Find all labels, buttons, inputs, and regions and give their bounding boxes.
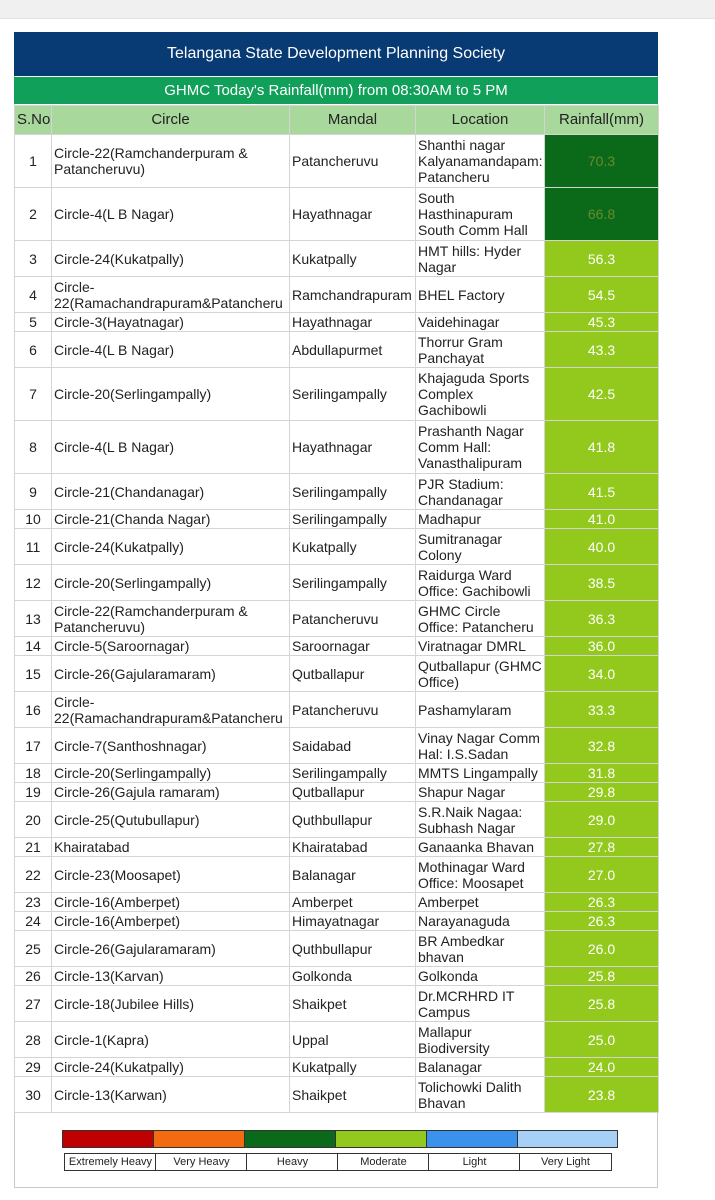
cell-sno: 23 — [15, 893, 52, 912]
cell-circle: Circle-13(Karwan) — [52, 1077, 290, 1113]
cell-rainfall: 45.3 — [545, 313, 659, 332]
cell-rainfall: 29.8 — [545, 783, 659, 802]
cell-mandal: Kukatpally — [290, 529, 416, 565]
table-row — [15, 332, 659, 368]
report-subtitle: GHMC Today's Rainfall(mm) from 08:30AM to 5 PM — [14, 77, 658, 104]
cell-circle: Circle-23(Moosapet) — [52, 857, 290, 893]
cell-rainfall: 27.8 — [545, 838, 659, 857]
cell-rainfall: 25.0 — [545, 1022, 659, 1058]
cell-rainfall: 56.3 — [545, 241, 659, 277]
cell-location: Golkonda — [416, 967, 545, 986]
cell-mandal: Patancheruvu — [290, 692, 416, 728]
legend-swatch — [426, 1130, 527, 1148]
cell-location: MMTS Lingampally — [416, 764, 545, 783]
cell-location: Thorrur Gram Panchayat — [416, 332, 545, 368]
cell-circle: Circle-20(Serlingampally) — [52, 764, 290, 783]
table-row — [15, 931, 659, 967]
cell-sno: 5 — [15, 313, 52, 332]
cell-circle: Circle-16(Amberpet) — [52, 893, 290, 912]
cell-mandal: Serilingampally — [290, 565, 416, 601]
cell-mandal: Serilingampally — [290, 474, 416, 510]
cell-mandal: Abdullapurmet — [290, 332, 416, 368]
cell-circle: Circle-5(Saroornagar) — [52, 637, 290, 656]
cell-rainfall: 26.3 — [545, 893, 659, 912]
table-row — [15, 510, 659, 529]
cell-location: Mothinagar Ward Office: Moosapet — [416, 857, 545, 893]
cell-location: HMT hills: Hyder Nagar — [416, 241, 545, 277]
cell-mandal: Amberpet — [290, 893, 416, 912]
cell-rainfall: 70.3 — [545, 135, 659, 188]
cell-sno: 8 — [15, 421, 52, 474]
cell-location: BHEL Factory — [416, 277, 545, 313]
cell-location: S.R.Naik Nagaa: Subhash Nagar — [416, 802, 545, 838]
cell-rainfall: 31.8 — [545, 764, 659, 783]
cell-mandal: Golkonda — [290, 967, 416, 986]
table-row — [15, 783, 659, 802]
cell-rainfall: 25.8 — [545, 967, 659, 986]
cell-sno: 26 — [15, 967, 52, 986]
cell-sno: 18 — [15, 764, 52, 783]
table-row — [15, 421, 659, 474]
cell-circle: Circle-7(Santhoshnagar) — [52, 728, 290, 764]
cell-circle: Circle-24(Kukatpally) — [52, 529, 290, 565]
cell-mandal: Quthbullapur — [290, 802, 416, 838]
cell-sno: 10 — [15, 510, 52, 529]
cell-rainfall: 25.8 — [545, 986, 659, 1022]
table-row — [15, 188, 659, 241]
table-header-row — [15, 106, 659, 135]
cell-mandal: Hayathnagar — [290, 421, 416, 474]
cell-rainfall: 54.5 — [545, 277, 659, 313]
cell-mandal: Kukatpally — [290, 1058, 416, 1077]
cell-rainfall: 41.8 — [545, 421, 659, 474]
table-body — [15, 135, 659, 1113]
legend-label: Moderate — [337, 1153, 430, 1171]
legend-label: Very Heavy — [155, 1153, 248, 1171]
cell-location: BR Ambedkar bhavan — [416, 931, 545, 967]
cell-sno: 19 — [15, 783, 52, 802]
cell-location: Tolichowki Dalith Bhavan — [416, 1077, 545, 1113]
cell-location: South Hasthinapuram South Comm Hall — [416, 188, 545, 241]
cell-circle: Circle-4(L B Nagar) — [52, 188, 290, 241]
table-row — [15, 656, 659, 692]
cell-mandal: Serilingampally — [290, 764, 416, 783]
cell-circle: Circle-21(Chandanagar) — [52, 474, 290, 510]
cell-sno: 17 — [15, 728, 52, 764]
cell-rainfall: 38.5 — [545, 565, 659, 601]
cell-mandal: Patancheruvu — [290, 135, 416, 188]
cell-circle: Circle-18(Jubilee Hills) — [52, 986, 290, 1022]
legend-label: Extremely Heavy — [64, 1153, 157, 1171]
cell-circle: Circle-26(Gajularamaram) — [52, 656, 290, 692]
table-row — [15, 565, 659, 601]
rainfall-legend — [62, 1130, 610, 1174]
cell-location: Amberpet — [416, 893, 545, 912]
cell-location: Vinay Nagar Comm Hal: I.S.Sadan — [416, 728, 545, 764]
table-row — [15, 692, 659, 728]
cell-circle: Circle-20(Serlingampally) — [52, 368, 290, 421]
cell-sno: 16 — [15, 692, 52, 728]
legend-label: Light — [428, 1153, 521, 1171]
legend-swatch — [517, 1130, 618, 1148]
table-row — [15, 135, 659, 188]
cell-mandal: Shaikpet — [290, 1077, 416, 1113]
cell-location: Raidurga Ward Office: Gachibowli — [416, 565, 545, 601]
cell-sno: 27 — [15, 986, 52, 1022]
cell-sno: 3 — [15, 241, 52, 277]
table-row — [15, 368, 659, 421]
cell-rainfall: 27.0 — [545, 857, 659, 893]
cell-mandal: Hayathnagar — [290, 313, 416, 332]
cell-circle: Circle-26(Gajula ramaram) — [52, 783, 290, 802]
cell-circle: Circle-22(Ramchanderpuram & Patancheruvu) — [52, 601, 290, 637]
cell-rainfall: 33.3 — [545, 692, 659, 728]
cell-mandal: Saroornagar — [290, 637, 416, 656]
cell-rainfall: 26.3 — [545, 912, 659, 931]
cell-rainfall: 23.8 — [545, 1077, 659, 1113]
cell-circle: Khairatabad — [52, 838, 290, 857]
cell-circle: Circle-22(Ramachandrapuram&Patancheru — [52, 692, 290, 728]
table-row — [15, 857, 659, 893]
top-band — [0, 0, 715, 19]
cell-rainfall: 41.5 — [545, 474, 659, 510]
cell-mandal: Ramchandrapuram — [290, 277, 416, 313]
cell-rainfall: 36.3 — [545, 601, 659, 637]
legend-label: Heavy — [246, 1153, 339, 1171]
cell-location: Narayanaguda — [416, 912, 545, 931]
rainfall-table — [14, 105, 659, 1113]
cell-sno: 20 — [15, 802, 52, 838]
legend-swatch — [153, 1130, 254, 1148]
cell-mandal: Serilingampally — [290, 368, 416, 421]
report-title: Telangana State Development Planning Society — [14, 32, 658, 76]
cell-location: Sumitranagar Colony — [416, 529, 545, 565]
cell-circle: Circle-21(Chanda Nagar) — [52, 510, 290, 529]
table-row — [15, 313, 659, 332]
cell-rainfall: 41.0 — [545, 510, 659, 529]
legend-swatch — [335, 1130, 436, 1148]
table-row — [15, 474, 659, 510]
table-row — [15, 802, 659, 838]
table-row — [15, 277, 659, 313]
table-row — [15, 764, 659, 783]
table-row — [15, 637, 659, 656]
table-row — [15, 1077, 659, 1113]
cell-sno: 13 — [15, 601, 52, 637]
table-row — [15, 912, 659, 931]
cell-sno: 12 — [15, 565, 52, 601]
cell-sno: 2 — [15, 188, 52, 241]
legend-swatch — [244, 1130, 345, 1148]
cell-location: Pashamylaram — [416, 692, 545, 728]
cell-mandal: Himayatnagar — [290, 912, 416, 931]
table-row — [15, 1058, 659, 1077]
table-row — [15, 529, 659, 565]
cell-sno: 7 — [15, 368, 52, 421]
cell-circle: Circle-4(L B Nagar) — [52, 332, 290, 368]
cell-rainfall: 36.0 — [545, 637, 659, 656]
cell-rainfall: 26.0 — [545, 931, 659, 967]
table-row — [15, 986, 659, 1022]
cell-mandal: Balanagar — [290, 857, 416, 893]
cell-location: Khajaguda Sports Complex Gachibowli — [416, 368, 545, 421]
cell-sno: 30 — [15, 1077, 52, 1113]
cell-location: Balanagar — [416, 1058, 545, 1077]
cell-circle: Circle-4(L B Nagar) — [52, 421, 290, 474]
cell-sno: 11 — [15, 529, 52, 565]
cell-rainfall: 32.8 — [545, 728, 659, 764]
cell-mandal: Uppal — [290, 1022, 416, 1058]
table-row — [15, 241, 659, 277]
cell-location: Shapur Nagar — [416, 783, 545, 802]
cell-sno: 1 — [15, 135, 52, 188]
cell-mandal: Hayathnagar — [290, 188, 416, 241]
column-header-rainfall: Rainfall(mm) — [545, 106, 659, 135]
cell-circle: Circle-22(Ramchanderpuram & Patancheruvu) — [52, 135, 290, 188]
cell-location: Madhapur — [416, 510, 545, 529]
cell-rainfall: 43.3 — [545, 332, 659, 368]
cell-location: Vaidehinagar — [416, 313, 545, 332]
cell-sno: 21 — [15, 838, 52, 857]
cell-circle: Circle-22(Ramachandrapuram&Patancheru — [52, 277, 290, 313]
cell-rainfall: 66.8 — [545, 188, 659, 241]
cell-circle: Circle-13(Karvan) — [52, 967, 290, 986]
cell-location: Shanthi nagar Kalyanamandapam: Patancheru — [416, 135, 545, 188]
cell-mandal: Khairatabad — [290, 838, 416, 857]
cell-rainfall: 24.0 — [545, 1058, 659, 1077]
cell-mandal: Patancheruvu — [290, 601, 416, 637]
cell-sno: 25 — [15, 931, 52, 967]
cell-sno: 6 — [15, 332, 52, 368]
column-header-sno: S.No — [15, 106, 52, 135]
cell-circle: Circle-3(Hayatnagar) — [52, 313, 290, 332]
cell-location: Prashanth Nagar Comm Hall: Vanasthalipuram — [416, 421, 545, 474]
cell-circle: Circle-26(Gajularamaram) — [52, 931, 290, 967]
cell-location: Viratnagar DMRL — [416, 637, 545, 656]
table-row — [15, 838, 659, 857]
cell-sno: 24 — [15, 912, 52, 931]
cell-rainfall: 42.5 — [545, 368, 659, 421]
cell-sno: 28 — [15, 1022, 52, 1058]
cell-sno: 22 — [15, 857, 52, 893]
cell-location: PJR Stadium: Chandanagar — [416, 474, 545, 510]
column-header-location: Location — [416, 106, 545, 135]
cell-location: Qutballapur (GHMC Office) — [416, 656, 545, 692]
cell-mandal: Serilingampally — [290, 510, 416, 529]
column-header-mandal: Mandal — [290, 106, 416, 135]
cell-circle: Circle-25(Qutubullapur) — [52, 802, 290, 838]
cell-location: Ganaanka Bhavan — [416, 838, 545, 857]
column-header-circle: Circle — [52, 106, 290, 135]
cell-mandal: Saidabad — [290, 728, 416, 764]
cell-rainfall: 34.0 — [545, 656, 659, 692]
cell-mandal: Kukatpally — [290, 241, 416, 277]
cell-sno: 4 — [15, 277, 52, 313]
cell-mandal: Qutballapur — [290, 656, 416, 692]
table-row — [15, 967, 659, 986]
table-row — [15, 893, 659, 912]
cell-circle: Circle-24(Kukatpally) — [52, 241, 290, 277]
cell-location: Mallapur Biodiversity — [416, 1022, 545, 1058]
cell-rainfall: 40.0 — [545, 529, 659, 565]
cell-circle: Circle-1(Kapra) — [52, 1022, 290, 1058]
cell-circle: Circle-20(Serlingampally) — [52, 565, 290, 601]
cell-circle: Circle-16(Amberpet) — [52, 912, 290, 931]
cell-sno: 9 — [15, 474, 52, 510]
cell-sno: 29 — [15, 1058, 52, 1077]
cell-mandal: Shaikpet — [290, 986, 416, 1022]
cell-circle: Circle-24(Kukatpally) — [52, 1058, 290, 1077]
legend-label: Very Light — [519, 1153, 612, 1171]
cell-sno: 15 — [15, 656, 52, 692]
table-row — [15, 1022, 659, 1058]
table-row — [15, 601, 659, 637]
cell-sno: 14 — [15, 637, 52, 656]
cell-rainfall: 29.0 — [545, 802, 659, 838]
cell-mandal: Quthbullapur — [290, 931, 416, 967]
legend-swatch — [62, 1130, 163, 1148]
cell-mandal: Qutballapur — [290, 783, 416, 802]
cell-location: Dr.MCRHRD IT Campus — [416, 986, 545, 1022]
table-row — [15, 728, 659, 764]
cell-location: GHMC Circle Office: Patancheru — [416, 601, 545, 637]
